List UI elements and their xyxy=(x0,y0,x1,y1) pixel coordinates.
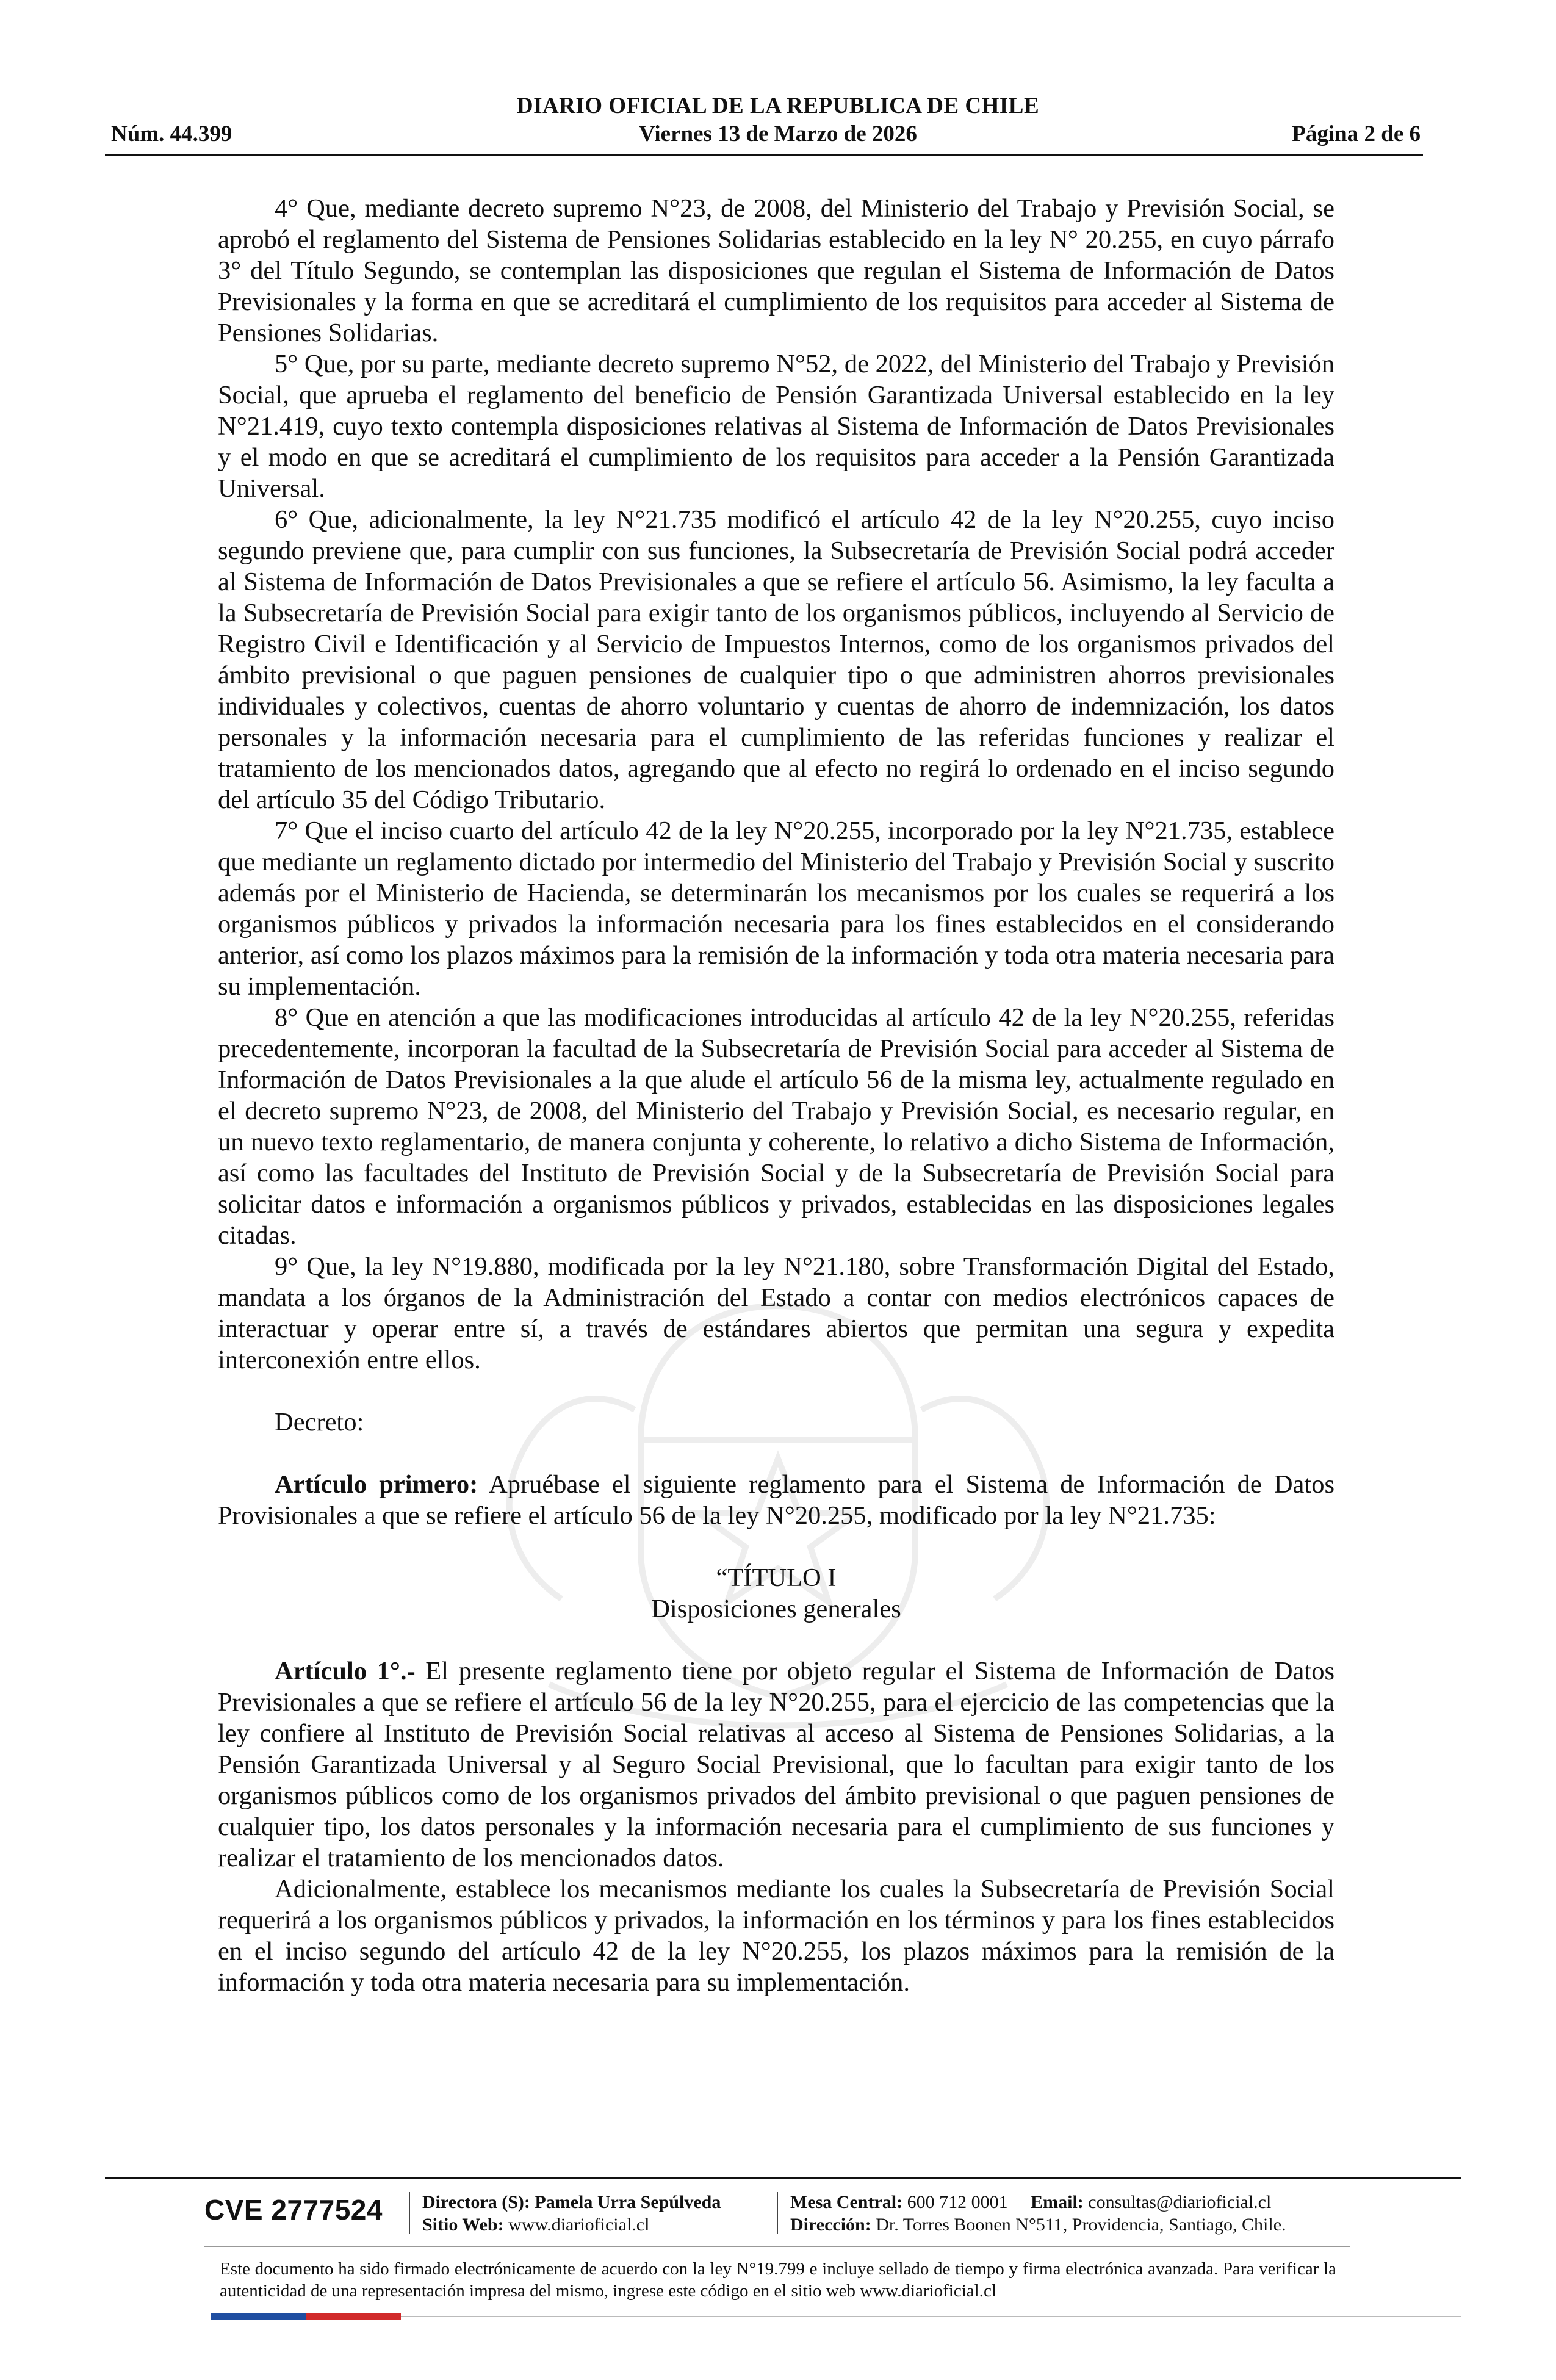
footer-bottom-line xyxy=(401,2316,1461,2317)
footer-separator xyxy=(777,2192,778,2234)
footer-contact-right xyxy=(790,2191,1286,2236)
sitio-label: Sitio Web: xyxy=(422,2215,504,2235)
color-bar-red xyxy=(306,2313,401,2320)
directora-line xyxy=(422,2191,721,2213)
cve-code: CVE 2777524 xyxy=(204,2194,383,2226)
mesa-value: 600 712 0001 xyxy=(907,2192,1008,2212)
articulo-primero xyxy=(218,1469,1334,1531)
page-indicator: Página 2 de 6 xyxy=(1292,121,1421,146)
issue-number: Núm. 44.399 xyxy=(111,121,232,146)
directora-label: Directora (S): xyxy=(422,2192,530,2212)
color-bar-blue xyxy=(211,2313,306,2320)
document-body xyxy=(218,193,1334,1998)
sitio-line xyxy=(422,2213,721,2236)
email-link[interactable]: consultas@diarioficial.cl xyxy=(1088,2192,1272,2212)
decreto-heading: Decreto: xyxy=(275,1408,364,1437)
considerando-8: 8° Que en atención a que las modificaciones introducidas al artículo 42 de la ley N°20.255, referidas precedentemente, incorporan la facultad de la Subsecretaría de Previsión Social para acceder al Sistema de Información de Datos Previsionales a la que alude el artículo 56 de la misma ley, actualmente regulado en el decreto supremo N°23, de 2008, del Ministerio del Trabajo y Previsión Social, es necesario regular, en un nuevo texto reglamentario, de manera conjunta y coherente, lo relativo a dicho Sistema de Información, así como las facultades del Instituto de Previsión Social y de la Subsecretaría de Previsión Social para solicitar datos e información a organismos públicos y privados, establecidas en las disposiciones legales citadas. xyxy=(218,1003,1334,1250)
considerando-6: 6° Que, adicionalmente, la ley N°21.735 modificó el artículo 42 de la ley N°20.255, cuyo inciso segundo previene que, para cumplir con sus funciones, la Subsecretaría de Previsión Social podrá acceder al Sistema de Información de Datos Previsionales a que se refiere el artículo 56. Asimismo, la ley faculta a la Subsecretaría de Previsión Social para exigir tanto de los organismos públicos, incluyendo al Servicio de Registro Civil e Identificación y al Servicio de Impuestos Internos, como de los organismos privados del ámbito previsional o que paguen pensiones de cualquier tipo o que administren ahorros previsionales individuales y colectivos, cuentas de ahorro voluntario y cuentas de ahorro de indemnización, los datos personales y la información necesaria para el cumplimiento de las referidas funciones y realizar el tratamiento de los mencionados datos, agregando que al efecto no regirá lo ordenado en el inciso segundo del artículo 35 del Código Tributario. xyxy=(218,505,1334,814)
direccion-value: Dr. Torres Boonen N°511, Providencia, Santiago, Chile. xyxy=(876,2215,1286,2235)
sitio-link[interactable]: www.diarioficial.cl xyxy=(508,2215,650,2235)
footer-separator xyxy=(409,2192,410,2234)
articulo-1-label: Artículo 1°.- xyxy=(275,1657,416,1686)
considerando-9: 9° Que, la ley N°19.880, modificada por la ley N°21.180, sobre Transformación Digital del Estado, mandata a los órganos de la Administración del Estado a contar con medios electrónicos capaces de interactuar y operar entre sí, a través de estándares abiertos que permitan una segura y expedita interconexión entre ellos. xyxy=(218,1252,1334,1374)
articulo-1-paragraph-2: Adicionalmente, establece los mecanismos mediante los cuales la Subsecretaría de Previsión Social requerirá a los organismos públicos y privados, la información en los términos y para los fines establecidos en el inciso segundo del artículo 42 de la ley N°20.255, los plazos máximos para la remisión de la información y toda otra materia necesaria para su implementación. xyxy=(218,1875,1334,1997)
considerando-7: 7° Que el inciso cuarto del artículo 42 de la ley N°20.255, incorporado por la ley N°21.735, establece que mediante un reglamento dictado por intermedio del Ministerio del Trabajo y Previsión Social y suscrito además por el Ministerio de Hacienda, se determinarán los mecanismos por los cuales se requerirá a los organismos públicos y privados la información necesaria para los fines establecidos en el considerando anterior, así como los plazos máximos para la remisión de la información y toda otra materia necesaria para su implementación. xyxy=(218,817,1334,1001)
header-divider xyxy=(105,154,1423,156)
issue-date: Viernes 13 de Marzo de 2026 xyxy=(639,121,917,146)
direccion-label: Dirección: xyxy=(790,2215,871,2235)
flag-color-bar xyxy=(211,2313,401,2320)
footer-divider xyxy=(105,2177,1461,2179)
footer-note-divider xyxy=(204,2246,1350,2247)
mesa-label: Mesa Central: xyxy=(790,2192,903,2212)
considerando-4: 4° Que, mediante decreto supremo N°23, de 2008, del Ministerio del Trabajo y Previsión Social, se aprobó el reglamento del Sistema de Pensiones Solidarias establecido en la ley N° 20.255, en cuyo párrafo 3° del Título Segundo, se contemplan las disposiciones que regulan el Sistema de Información de Datos Previsionales y la forma en que se acreditará el cumplimiento de los requisitos para acceder al Sistema de Pensiones Solidarias. xyxy=(218,194,1334,347)
directora-name: Pamela Urra Sepúlveda xyxy=(535,2192,721,2212)
articulo-primero-label: Artículo primero: xyxy=(275,1470,478,1499)
considerando-5: 5° Que, por su parte, mediante decreto supremo N°52, de 2022, del Ministerio del Trabajo y Previsión Social, que aprueba el reglamento del beneficio de Pensión Garantizada Universal establecido en la ley N°21.419, cuyo texto contempla disposiciones relativas al Sistema de Información de Datos Previsionales y el modo en que se acreditará el cumplimiento de los requisitos para acceder a la Pensión Garantizada Universal. xyxy=(218,350,1334,503)
titulo-heading: “TÍTULO I xyxy=(716,1563,837,1592)
signature-note: Este documento ha sido firmado electrónicamente de acuerdo con la ley N°19.799 e incluye sellado de tiempo y firma electrónica avanzada. Para verificar la autenticidad de una representación impresa del mismo, ingrese este código en el sitio web www.diarioficial.cl xyxy=(220,2259,1336,2301)
footer-contact-left xyxy=(422,2191,721,2236)
mesa-email-line xyxy=(790,2191,1286,2213)
articulo-1-text: El presente reglamento tiene por objeto regular el Sistema de Información de Datos Previsionales a que se refiere el artículo 56 de la ley N°20.255, para el ejercicio de las competencias que la ley confiere al Instituto de Previsión Social relativas al acceso al Sistema de Pensiones Solidarias, a la Pensión Garantizada Universal y al Seguro Social Previsional, que lo facultan para exigir tanto de los organismos públicos como de los organismos privados del ámbito previsional o que paguen pensiones de cualquier tipo, los datos personales y la información necesaria para el cumplimiento de sus funciones y realizar el tratamiento de los mencionados datos. xyxy=(218,1657,1334,1872)
direccion-line xyxy=(790,2213,1286,2236)
articulo-1 xyxy=(218,1656,1334,1873)
newspaper-title: DIARIO OFICIAL DE LA REPUBLICA DE CHILE xyxy=(516,93,1040,118)
articulo-primero-text: Apruébase el siguiente reglamento para el Sistema de Información de Datos Provisionales a que se refiere el artículo 56 de la ley N°20.255, modificado por la ley N°21.735: xyxy=(218,1470,1334,1530)
titulo-subheading: Disposiciones generales xyxy=(651,1595,901,1623)
email-label: Email: xyxy=(1031,2192,1084,2212)
